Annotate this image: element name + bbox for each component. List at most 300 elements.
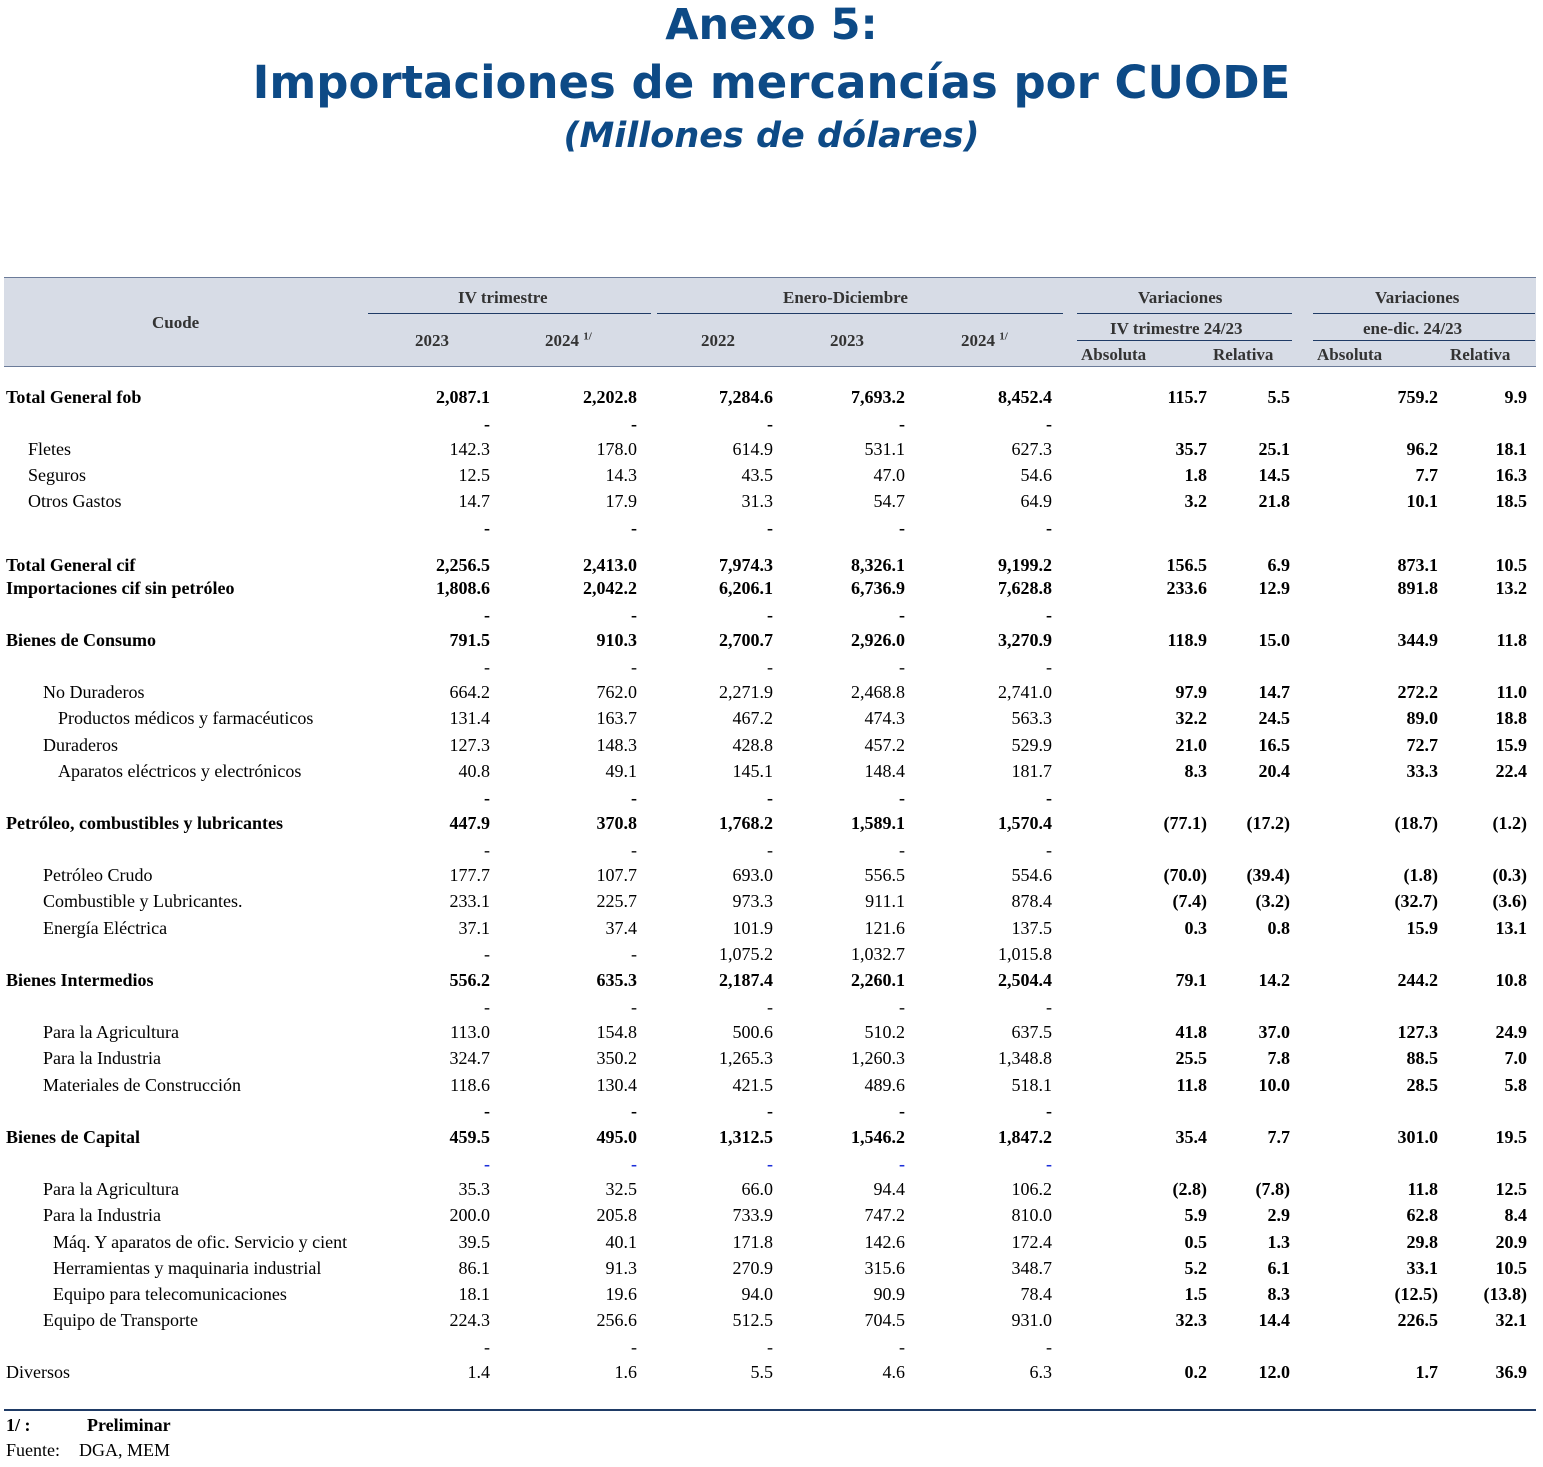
value-cell: 6,206.1 (719, 578, 773, 598)
dash-cell: - (631, 657, 637, 677)
value-cell: 489.6 (864, 1075, 905, 1095)
value-cell: 106.2 (1011, 1179, 1052, 1199)
value-cell: 8.3 (1184, 761, 1207, 781)
value-cell: 118.6 (450, 1075, 490, 1095)
value-cell: 19.5 (1495, 1127, 1527, 1147)
value-cell: (13.8) (1483, 1284, 1527, 1304)
value-cell: (2.8) (1172, 1179, 1207, 1199)
value-cell: 11.8 (1496, 630, 1527, 650)
value-cell: (7.8) (1255, 1179, 1290, 1199)
dash-cell: - (899, 840, 905, 860)
value-cell: 1,808.6 (436, 578, 490, 598)
row-label: Para la Agricultura (43, 1022, 179, 1042)
value-cell: 10.5 (1495, 1258, 1527, 1278)
value-cell: (12.5) (1394, 1284, 1438, 1304)
value-cell: 891.8 (1397, 578, 1438, 598)
value-cell: 7,693.2 (851, 387, 905, 407)
value-cell: 62.8 (1406, 1205, 1438, 1225)
value-cell: 35.3 (458, 1179, 490, 1199)
source-text: DGA, MEM (79, 1440, 171, 1460)
value-cell: 10.5 (1495, 555, 1527, 575)
value-cell: 627.3 (1011, 439, 1052, 459)
value-cell: 3.2 (1184, 491, 1207, 511)
value-cell: 15.9 (1406, 918, 1438, 938)
dash-cell: - (484, 944, 490, 964)
value-cell: 931.0 (1011, 1310, 1052, 1330)
value-cell: 5.5 (1267, 387, 1290, 407)
dash-cell: - (631, 997, 637, 1017)
table-row (0, 576, 1543, 600)
value-cell: 20.4 (1258, 761, 1290, 781)
value-cell: 1,589.1 (851, 813, 905, 833)
dash-cell: - (767, 1337, 773, 1357)
value-cell: 7.8 (1267, 1048, 1290, 1068)
value-cell: 759.2 (1397, 387, 1438, 407)
dash-cell: - (767, 840, 773, 860)
table-header (4, 277, 1536, 367)
value-cell: 12.0 (1258, 1362, 1290, 1382)
dash-cell: - (631, 1337, 637, 1357)
header-underline-var-2 (1313, 313, 1535, 314)
table-spacer-row (0, 942, 1543, 966)
value-cell: 130.4 (596, 1075, 637, 1095)
value-cell: 15.9 (1495, 735, 1527, 755)
row-label: Bienes de Capital (6, 1127, 141, 1147)
value-cell: 127.3 (449, 735, 490, 755)
page-title: Importaciones de mercancías por CUODE (252, 56, 1291, 109)
dash-cell: - (767, 518, 773, 538)
value-cell: 428.8 (732, 735, 773, 755)
value-cell: 459.5 (449, 1127, 490, 1147)
header-underline-var-1b (1077, 340, 1292, 341)
value-cell: 5.8 (1504, 1075, 1527, 1095)
value-cell: 40.8 (458, 761, 490, 781)
value-cell: 13.2 (1495, 578, 1527, 598)
row-label: Fletes (28, 439, 71, 459)
value-cell: 40.1 (605, 1232, 637, 1252)
value-cell: 25.1 (1258, 439, 1290, 459)
header-footnote-mark-q: 1/ (583, 330, 592, 343)
dash-cell: - (1046, 997, 1052, 1017)
value-cell: 1,768.2 (719, 813, 773, 833)
row-label: Equipo para telecomunicaciones (53, 1284, 287, 1304)
dash-cell: - (631, 1101, 637, 1121)
table-spacer-row (0, 1099, 1543, 1123)
value-cell: 9,199.2 (998, 555, 1052, 575)
header-cuode: Cuode (152, 313, 200, 332)
dash-cell: - (767, 657, 773, 677)
row-label: Duraderos (43, 735, 118, 755)
value-cell: 1.7 (1415, 1362, 1438, 1382)
table-spacer-row (0, 655, 1543, 679)
value-cell: 16.5 (1258, 735, 1290, 755)
value-cell: 118.9 (1167, 630, 1207, 650)
value-cell: 2,087.1 (436, 387, 490, 407)
value-cell: 14.7 (1258, 682, 1290, 702)
value-cell: 0.3 (1184, 918, 1207, 938)
value-cell: 72.7 (1406, 735, 1438, 755)
value-cell: 421.5 (732, 1075, 773, 1095)
value-cell: 89.0 (1406, 708, 1438, 728)
value-cell: (1.8) (1403, 865, 1438, 885)
value-cell: 21.0 (1175, 735, 1207, 755)
value-cell: 1,032.7 (851, 944, 905, 964)
dash-cell: - (1046, 788, 1052, 808)
dash-cell: - (484, 997, 490, 1017)
dash-cell: - (1046, 657, 1052, 677)
table-row (0, 553, 1543, 577)
value-cell: 747.2 (864, 1205, 905, 1225)
header-underline-var-2b (1313, 340, 1535, 341)
value-cell: 35.4 (1175, 1127, 1207, 1147)
value-cell: 637.5 (1011, 1022, 1052, 1042)
value-cell: 94.4 (873, 1179, 905, 1199)
value-cell: 54.7 (873, 491, 905, 511)
value-cell: 33.3 (1406, 761, 1438, 781)
dash-cell: - (1046, 1337, 1052, 1357)
value-cell: 11.8 (1407, 1179, 1438, 1199)
value-cell: 16.3 (1495, 465, 1527, 485)
value-cell: 910.3 (596, 630, 637, 650)
header-absoluta-iv: Absoluta (1081, 345, 1147, 364)
row-label: Total General cif (6, 555, 136, 575)
value-cell: 6,736.9 (851, 578, 905, 598)
value-cell: 154.8 (596, 1022, 637, 1042)
table-row (0, 1360, 1543, 1384)
dash-cell: - (631, 1154, 637, 1174)
value-cell: 1.6 (614, 1362, 637, 1382)
value-cell: 28.5 (1406, 1075, 1438, 1095)
value-cell: 18.1 (1495, 439, 1527, 459)
value-cell: 91.3 (605, 1258, 637, 1278)
value-cell: 19.6 (605, 1284, 637, 1304)
header-enero-diciembre: Enero-Diciembre (783, 288, 908, 307)
header-year-2023: 2023 (830, 331, 864, 350)
table-row (0, 1230, 1543, 1254)
dash-cell: - (767, 605, 773, 625)
value-cell: 5.2 (1184, 1258, 1207, 1278)
value-cell: 6.1 (1267, 1258, 1290, 1278)
header-underline-iv (368, 313, 651, 314)
value-cell: 324.7 (449, 1048, 490, 1068)
row-label: Total General fob (6, 387, 142, 407)
dash-cell: - (631, 788, 637, 808)
value-cell: 8.4 (1504, 1205, 1527, 1225)
value-cell: 47.0 (873, 465, 905, 485)
value-cell: 39.5 (458, 1232, 490, 1252)
value-cell: 115.7 (1167, 387, 1207, 407)
value-cell: 224.3 (449, 1310, 490, 1330)
value-cell: 10.8 (1495, 970, 1527, 990)
value-cell: 664.2 (449, 682, 490, 702)
table-spacer-row (0, 838, 1543, 862)
value-cell: 2,042.2 (583, 578, 637, 598)
value-cell: 18.1 (458, 1284, 490, 1304)
dash-cell: - (767, 414, 773, 434)
dash-cell: - (484, 840, 490, 860)
header-year-2024-q (545, 331, 592, 351)
value-cell: 172.4 (1011, 1232, 1052, 1252)
value-cell: 1,546.2 (851, 1127, 905, 1147)
dash-cell: - (484, 518, 490, 538)
value-cell: 3,270.9 (998, 630, 1052, 650)
dash-cell: - (1046, 1101, 1052, 1121)
value-cell: 2,504.4 (998, 970, 1052, 990)
value-cell: 49.1 (605, 761, 637, 781)
value-cell: 2,256.5 (436, 555, 490, 575)
value-cell: 142.6 (864, 1232, 905, 1252)
value-cell: 6.9 (1267, 555, 1290, 575)
header-variaciones-iv: Variaciones (1138, 288, 1223, 307)
header-footnote-mark: 1/ (999, 330, 1008, 343)
value-cell: 2,271.9 (719, 682, 773, 702)
value-cell: 9.9 (1504, 387, 1527, 407)
value-cell: 14.3 (605, 465, 637, 485)
value-cell: 2,187.4 (719, 970, 773, 990)
value-cell: 14.7 (458, 491, 490, 511)
table-row (0, 1125, 1543, 1149)
row-label: Energía Eléctrica (43, 918, 168, 938)
value-cell: 29.8 (1406, 1232, 1438, 1252)
dash-cell: - (899, 657, 905, 677)
value-cell: 113.0 (450, 1022, 490, 1042)
header-iv-trimestre: IV trimestre (458, 288, 548, 307)
value-cell: 121.6 (864, 918, 905, 938)
value-cell: 1,847.2 (998, 1127, 1052, 1147)
value-cell: 137.5 (1011, 918, 1052, 938)
value-cell: (32.7) (1394, 891, 1438, 911)
value-cell: 43.5 (741, 465, 773, 485)
value-cell: 32.2 (1175, 708, 1207, 728)
header-relativa-ene-dic: Relativa (1450, 345, 1511, 364)
table-row (0, 1073, 1543, 1097)
value-cell: 0.2 (1184, 1362, 1207, 1382)
value-cell: 495.0 (596, 1127, 637, 1147)
value-cell: 37.4 (605, 918, 637, 938)
table-row (0, 385, 1543, 409)
dash-cell: - (899, 1154, 905, 1174)
value-cell: 762.0 (596, 682, 637, 702)
dash-cell: - (767, 788, 773, 808)
value-cell: 142.3 (449, 439, 490, 459)
header-relativa-iv: Relativa (1213, 345, 1274, 364)
footnote-key: 1/ : (6, 1415, 31, 1435)
dash-cell: - (631, 605, 637, 625)
table-row (0, 1177, 1543, 1201)
value-cell: 244.2 (1397, 970, 1438, 990)
value-cell: 256.6 (596, 1310, 637, 1330)
row-label: Máq. Y aparatos de ofic. Servicio y cient (53, 1232, 348, 1252)
row-label: Petróleo, combustibles y lubricantes (6, 813, 283, 833)
dash-cell: - (631, 518, 637, 538)
value-cell: 33.1 (1406, 1258, 1438, 1278)
table-row (0, 968, 1543, 992)
value-cell: (3.2) (1255, 891, 1290, 911)
row-label: Diversos (6, 1362, 70, 1382)
header-absoluta-ene-dic: Absoluta (1317, 345, 1383, 364)
value-cell: 37.0 (1258, 1022, 1290, 1042)
value-cell: 18.8 (1495, 708, 1527, 728)
value-cell: 500.6 (732, 1022, 773, 1042)
value-cell: (18.7) (1394, 813, 1438, 833)
row-label: Seguros (28, 465, 86, 485)
value-cell: 474.3 (864, 708, 905, 728)
value-cell: (39.4) (1246, 865, 1290, 885)
value-cell: 512.5 (732, 1310, 773, 1330)
value-cell: 32.5 (605, 1179, 637, 1199)
value-cell: 15.0 (1258, 630, 1290, 650)
value-cell: 1,075.2 (719, 944, 773, 964)
value-cell: 614.9 (732, 439, 773, 459)
table-spacer-row (0, 786, 1543, 810)
value-cell: 131.4 (449, 708, 490, 728)
value-cell: 873.1 (1397, 555, 1438, 575)
value-cell: 79.1 (1175, 970, 1207, 990)
value-cell: 11.0 (1496, 682, 1527, 702)
value-cell: 148.4 (864, 761, 905, 781)
row-label: Materiales de Construcción (43, 1075, 241, 1095)
value-cell: 25.5 (1175, 1048, 1207, 1068)
dash-cell: - (484, 1337, 490, 1357)
table-row (0, 437, 1543, 461)
value-cell: 8.3 (1267, 1284, 1290, 1304)
table-row (0, 1046, 1543, 1070)
value-cell: 315.6 (864, 1258, 905, 1278)
value-cell: 2,413.0 (583, 555, 637, 575)
table-row (0, 1256, 1543, 1280)
value-cell: 370.8 (596, 813, 637, 833)
table-row (0, 1282, 1543, 1306)
table-row (0, 916, 1543, 940)
footnote-text: Preliminar (87, 1415, 171, 1435)
value-cell: 5.5 (750, 1362, 773, 1382)
value-cell: 556.2 (449, 970, 490, 990)
value-cell: 10.1 (1406, 491, 1438, 511)
table-row (0, 733, 1543, 757)
value-cell: 54.6 (1020, 465, 1052, 485)
value-cell: 467.2 (732, 708, 773, 728)
row-label: Importaciones cif sin petróleo (6, 578, 235, 598)
header-year-2024-q-text: 2024 (545, 331, 579, 350)
table-spacer-row (0, 516, 1543, 540)
value-cell: 0.8 (1267, 918, 1290, 938)
value-cell: 1,265.3 (719, 1048, 773, 1068)
value-cell: 32.3 (1175, 1310, 1207, 1330)
value-cell: 96.2 (1406, 439, 1438, 459)
value-cell: 270.9 (732, 1258, 773, 1278)
value-cell: 7,284.6 (719, 387, 773, 407)
value-cell: 911.1 (865, 891, 905, 911)
table-row (0, 1020, 1543, 1044)
value-cell: 7.7 (1267, 1127, 1290, 1147)
table-spacer-row (0, 995, 1543, 1019)
table-row (0, 811, 1543, 835)
value-cell: 973.3 (732, 891, 773, 911)
footer-rule (4, 1409, 1536, 1411)
value-cell: (0.3) (1492, 865, 1527, 885)
dash-cell: - (899, 1101, 905, 1121)
value-cell: 145.1 (732, 761, 773, 781)
value-cell: 225.7 (596, 891, 637, 911)
dash-cell: - (899, 997, 905, 1017)
value-cell: 156.5 (1166, 555, 1207, 575)
value-cell: 94.0 (741, 1284, 773, 1304)
value-cell: 22.4 (1495, 761, 1527, 781)
value-cell: 13.1 (1495, 918, 1527, 938)
value-cell: 1.3 (1267, 1232, 1290, 1252)
row-label: Petróleo Crudo (43, 865, 153, 885)
dash-cell: - (899, 788, 905, 808)
value-cell: 1,348.8 (998, 1048, 1052, 1068)
table-spacer-row (0, 412, 1543, 436)
value-cell: 8,452.4 (998, 387, 1052, 407)
value-cell: 510.2 (864, 1022, 905, 1042)
value-cell: 31.3 (741, 491, 773, 511)
header-underline-var-1 (1077, 313, 1292, 314)
dash-cell: - (1046, 840, 1052, 860)
value-cell: 66.0 (741, 1179, 773, 1199)
page-subtitle-units: (Millones de dólares) (563, 116, 980, 156)
dash-cell: - (631, 840, 637, 860)
table-row (0, 889, 1543, 913)
value-cell: 301.0 (1397, 1127, 1438, 1147)
table-row (0, 628, 1543, 652)
value-cell: 878.4 (1011, 891, 1052, 911)
value-cell: 14.4 (1258, 1310, 1290, 1330)
value-cell: 14.2 (1258, 970, 1290, 990)
dash-cell: - (1046, 414, 1052, 434)
value-cell: 350.2 (596, 1048, 637, 1068)
value-cell: (77.1) (1163, 813, 1207, 833)
value-cell: 635.3 (596, 970, 637, 990)
value-cell: 1,570.4 (998, 813, 1052, 833)
value-cell: 181.7 (1011, 761, 1052, 781)
value-cell: 457.2 (864, 735, 905, 755)
row-label: Herramientas y maquinaria industrial (53, 1258, 322, 1278)
value-cell: 200.0 (449, 1205, 490, 1225)
table-row (0, 863, 1543, 887)
dash-cell: - (484, 605, 490, 625)
dash-cell: - (767, 997, 773, 1017)
value-cell: 7,974.3 (719, 555, 773, 575)
value-cell: 233.6 (1166, 578, 1207, 598)
value-cell: 2,741.0 (998, 682, 1052, 702)
value-cell: 88.5 (1406, 1048, 1438, 1068)
value-cell: 20.9 (1495, 1232, 1527, 1252)
value-cell: 1,312.5 (719, 1127, 773, 1147)
value-cell: 7,628.8 (998, 578, 1052, 598)
row-label: Para la Industria (43, 1205, 161, 1225)
header-year-2024-text: 2024 (961, 331, 995, 350)
dash-cell: - (767, 1101, 773, 1121)
row-label: Para la Agricultura (43, 1179, 179, 1199)
dash-cell: - (899, 1337, 905, 1357)
dash-cell: - (484, 414, 490, 434)
table-spacer-row (0, 1152, 1543, 1176)
value-cell: 556.5 (864, 865, 905, 885)
value-cell: 177.7 (449, 865, 490, 885)
value-cell: 1,015.8 (998, 944, 1052, 964)
value-cell: 17.9 (605, 491, 637, 511)
dash-cell: - (484, 1154, 490, 1174)
value-cell: 272.2 (1397, 682, 1438, 702)
table-row (0, 759, 1543, 783)
value-cell: 0.5 (1184, 1232, 1207, 1252)
value-cell: 101.9 (732, 918, 773, 938)
value-cell: 11.8 (1176, 1075, 1207, 1095)
value-cell: 171.8 (732, 1232, 773, 1252)
header-year-2023-q: 2023 (415, 331, 449, 350)
